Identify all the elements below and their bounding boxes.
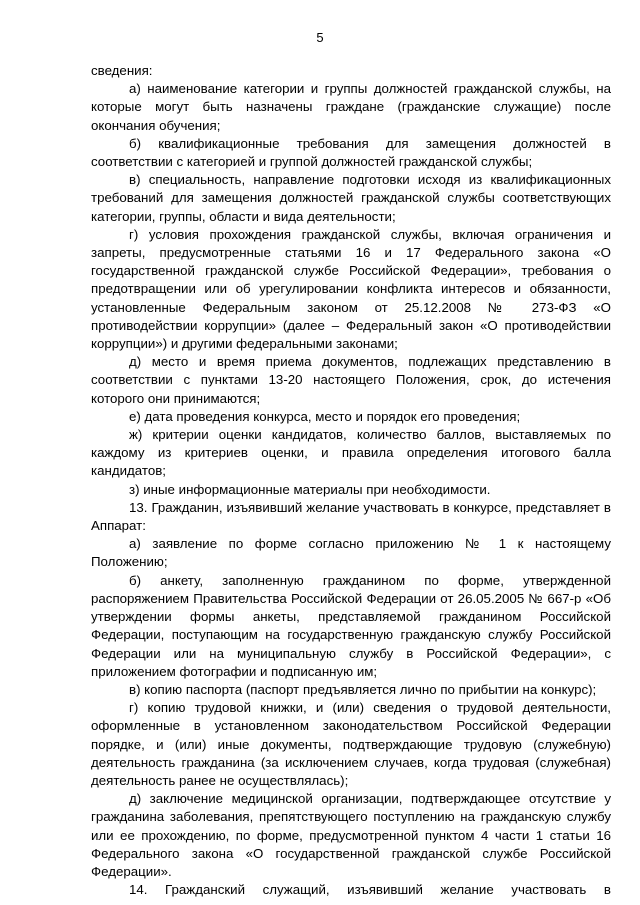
paragraph-item-a: а) наименование категории и группы должностей гражданской службы, на которые могут быть назначены граждане (гражданские служащие) после окончания обучения; — [91, 81, 611, 133]
paragraph-intro: сведения: — [91, 63, 153, 78]
paragraph-item-d: д) место и время приема документов, подлежащих представлению в соответствии с пунктами 13-20 настоящего Положения, срок, до истечения которого они принимаются; — [91, 354, 611, 406]
paragraph-item-b: б) квалификационные требования для замещения должностей в соответствии с категорией и группой должностей гражданской службы; — [91, 135, 611, 170]
paragraph-13-item-g: г) копию трудовой книжки, и (или) сведения о трудовой деятельности, оформленные в установленном законодательством Российской Федерации порядке, и (или) иные документы, подтверждающие трудовую (служебную) деятельность гражданина (за исключением случаев, когда трудовая (служебная) деятельность ранее не осуществлялась); — [91, 700, 611, 788]
paragraph-item-zh: ж) критерии оценки кандидатов, количество баллов, выставляемых по каждому из критериев оценки, и правила определения итогового балла кандидатов; — [91, 427, 611, 479]
paragraph-item-e: е) дата проведения конкурса, место и порядок его проведения; — [129, 408, 521, 424]
paragraph-13-item-d: д) заключение медицинской организации, подтверждающее отсутствие у гражданина заболевания, препятствующего поступлению на гражданскую службу или ее прохождению, по форме, предусмотренной пунктом 4 части 1 статьи 16 Федерального закона «О государственной гражданской службе Российской Федерации». — [91, 791, 611, 879]
paragraph-item-g: г) условия прохождения гражданской службы, включая ограничения и запреты, предусмотренные статьями 16 и 17 Федерального закона «О государственной гражданской службе Российской Федерации», требования о предотвращении или об урегулировании конфликта интересов и обязанности, установленные Федеральным законом от 25.12.2008 № 273-ФЗ «О противодействии коррупции» (далее – Федеральный закон «О противодействии коррупции») и другими федеральными законами; — [91, 226, 611, 352]
paragraph-13-item-a: а) заявление по форме согласно приложению № 1 к настоящему Положению; — [91, 536, 611, 570]
document-body — [91, 62, 611, 899]
paragraph-13-item-v: в) копию паспорта (паспорт предъявляется лично по прибытии на конкурс); — [129, 681, 597, 697]
paragraph-section-13: 13. Гражданин, изъявивший желание участвовать в конкурсе, представляет в Аппарат: — [91, 499, 611, 534]
page-number: 5 — [316, 30, 324, 45]
paragraph-section-14: 14. Гражданский служащий, изъявивший желание участвовать в — [129, 882, 611, 898]
paragraph-item-v: в) специальность, направление подготовки исходя из квалификационных требований для замещения должностей гражданской службы соответствующих категории, группы, области и вида деятельности; — [91, 172, 611, 224]
paragraph-13-item-b: б) анкету, заполненную гражданином по форме, утвержденной распоряжением Правительства Российской Федерации от 26.05.2005 № 667-р «Об утверждении формы анкеты, представляемой гражданином Российской Федерации, поступающим на государственную гражданскую службу Российской Федерации или на муниципальную службу в Российской Федерации», с приложением фотографии и подписанную им; — [91, 572, 611, 679]
paragraph-item-z: з) иные информационные материалы при необходимости. — [129, 481, 491, 497]
